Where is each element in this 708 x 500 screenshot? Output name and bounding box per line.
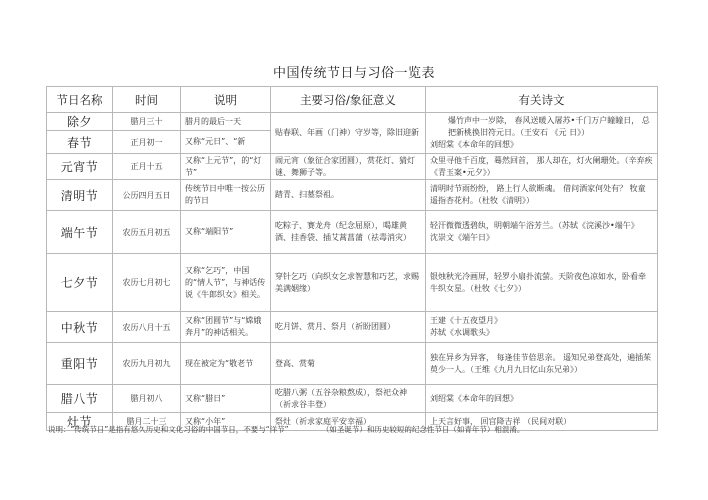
festival-name: 重阳节 — [47, 343, 113, 385]
table-row — [47, 211, 658, 254]
poem-line: 上天言好事， 回宫降吉祥 （民间对联） — [430, 416, 572, 426]
festival-name: 元宵节 — [47, 154, 113, 180]
festival-name: 端午节 — [47, 211, 113, 254]
table-row — [47, 113, 658, 131]
festival-time: 农历七月初七 — [113, 254, 181, 312]
column-header-customs: 主要习俗/象征意义 — [271, 87, 426, 113]
festival-poems — [426, 385, 658, 413]
festival-description: 又称“端阳节” — [181, 211, 271, 254]
poem-line: 王建《十五夜望月》 — [430, 316, 502, 325]
table-row — [47, 180, 658, 211]
festival-name: 除夕 — [47, 113, 113, 131]
festival-time: 正月十五 — [113, 154, 181, 180]
table-row — [47, 312, 658, 343]
poem-line: 清明时节雨纷纷， 路上行人欲断魂。 借问酒家何处有？ 牧童遥指杏花村。（杜牧《清明》） — [430, 184, 646, 205]
festival-customs: 登高、赏菊 — [271, 343, 426, 385]
festival-poems — [426, 211, 658, 254]
festival-time: 腊月三十 — [113, 113, 181, 131]
poem-line: 刘绍棠《本命年的回想》 — [430, 393, 518, 403]
festival-time: 农历九月初九 — [113, 343, 181, 385]
festival-description: 腊月的最后一天 — [181, 113, 271, 131]
festival-name: 清明节 — [47, 180, 113, 211]
column-header-time: 时间 — [113, 87, 181, 113]
festival-name: 春节 — [47, 131, 113, 154]
poem-line: 众里寻他千百度，蓦然回首， 那人却在，灯火阑珊处。（辛弃疾《青玉案•元夕》） — [430, 155, 653, 177]
footnote: 说明：“传统节日”是指有悠久历史和文化习俗的中国节日，不要与“洋节” （如圣诞节）和历史较短的纪念性节日（如青年节）相混淆。 — [48, 425, 525, 434]
festival-time: 腊月初八 — [113, 385, 181, 413]
festival-description: 现在被定为“敬老节 — [181, 343, 271, 385]
festival-description: 又称“小年” — [181, 413, 271, 431]
poem-line: 沈崇文《端午日》 — [430, 233, 494, 242]
festival-name: 灶节 — [47, 413, 113, 431]
festival-time: 农历八月十五 — [113, 312, 181, 343]
poem-line: 爆竹声中一岁除， 春风送暖入屠苏•千门万户瞳瞳日， 总把新桃换旧符元日。（王安石 《元 日》） — [448, 116, 650, 137]
festival-customs: 祭灶（祈求家庭平安幸福） — [271, 413, 426, 431]
festival-description: 又称“团圆节”与“嫦娥奔月”的神话相关。 — [181, 312, 271, 343]
table-row — [47, 385, 658, 413]
festival-description: 传统节日中唯一按公历的节日 — [181, 180, 271, 211]
festival-customs: 吃月饼、赏月、祭月（祈盼团圆） — [271, 312, 426, 343]
document-title: 中国传统节日与习俗一览表 — [272, 66, 435, 81]
festival-customs: 闹元宵（象征合家团圆），赏花灯、猜灯谜、舞狮子等。 — [271, 154, 426, 180]
festival-poems — [426, 343, 658, 385]
festival-table — [46, 86, 658, 431]
festival-time: 农历五月初五 — [113, 211, 181, 254]
festival-customs: 吃粽子、赛龙舟（纪念屈原），喝雄黄酒、挂香袋、插艾蒿菖蒲（祛毒消灾） — [271, 211, 426, 254]
festival-name: 七夕节 — [47, 254, 113, 312]
table-header-row — [47, 87, 658, 113]
festival-poems — [426, 180, 658, 211]
festival-description: 又称“上元节”，的“灯节” — [181, 154, 271, 180]
festival-time: 公历四月五日 — [113, 180, 181, 211]
poem-line: 银烛秋光冷画屏，轻罗小扇扑流萤。天阶夜色凉如水，卧看牵牛织女星。（杜牧《七夕》） — [430, 271, 646, 293]
festival-time: 腊月二十三 — [113, 413, 181, 431]
festival-description: 又称“乞巧”，中国的“情人节”，与神话传说《牛郎织女》相关。 — [181, 254, 271, 312]
festival-description: 又称“元日”、“新 — [181, 131, 271, 154]
festival-time: 正月初一 — [113, 131, 181, 154]
table-row — [47, 343, 658, 385]
festival-poems — [426, 254, 658, 312]
poem-line: 独在异乡为异客， 每逢佳节倍思亲。 遥知兄弟登高处，遍插茱萸少一人。（王维《九月九日忆山东兄弟》） — [430, 352, 652, 374]
poem-line: 刘绍棠《本命年的回想》 — [430, 140, 518, 149]
festival-name: 中秋节 — [47, 312, 113, 343]
festival-customs: 吃腊八粥（五谷杂粮熬成），祭祀众神（祈求谷丰登） — [271, 385, 426, 413]
table-row — [47, 154, 658, 180]
table-row — [47, 254, 658, 312]
festival-poems — [426, 312, 658, 343]
poem-line: 轻汗微微透碧纨，明朝端午浴芳兰。（苏轼《浣溪沙•端午》 — [430, 221, 639, 230]
festival-poems — [426, 113, 658, 154]
festival-description: 又称“腊日” — [181, 385, 271, 413]
festival-poems — [426, 154, 658, 180]
festival-customs: 踏青、扫墓祭祖。 — [271, 180, 426, 211]
poem-line: 苏轼《水调歌头》 — [430, 328, 494, 337]
column-header-name: 节日名称 — [47, 87, 113, 113]
festival-customs: 贴春联、年画（门神）守岁等，除旧迎新 — [271, 113, 426, 154]
festival-name: 腊八节 — [47, 385, 113, 413]
column-header-poems: 有关诗文 — [426, 87, 658, 113]
column-header-description: 说明 — [181, 87, 271, 113]
festival-customs: 穿针乞巧（向织女乞求智慧和巧艺，求赐美满姻缘） — [271, 254, 426, 312]
